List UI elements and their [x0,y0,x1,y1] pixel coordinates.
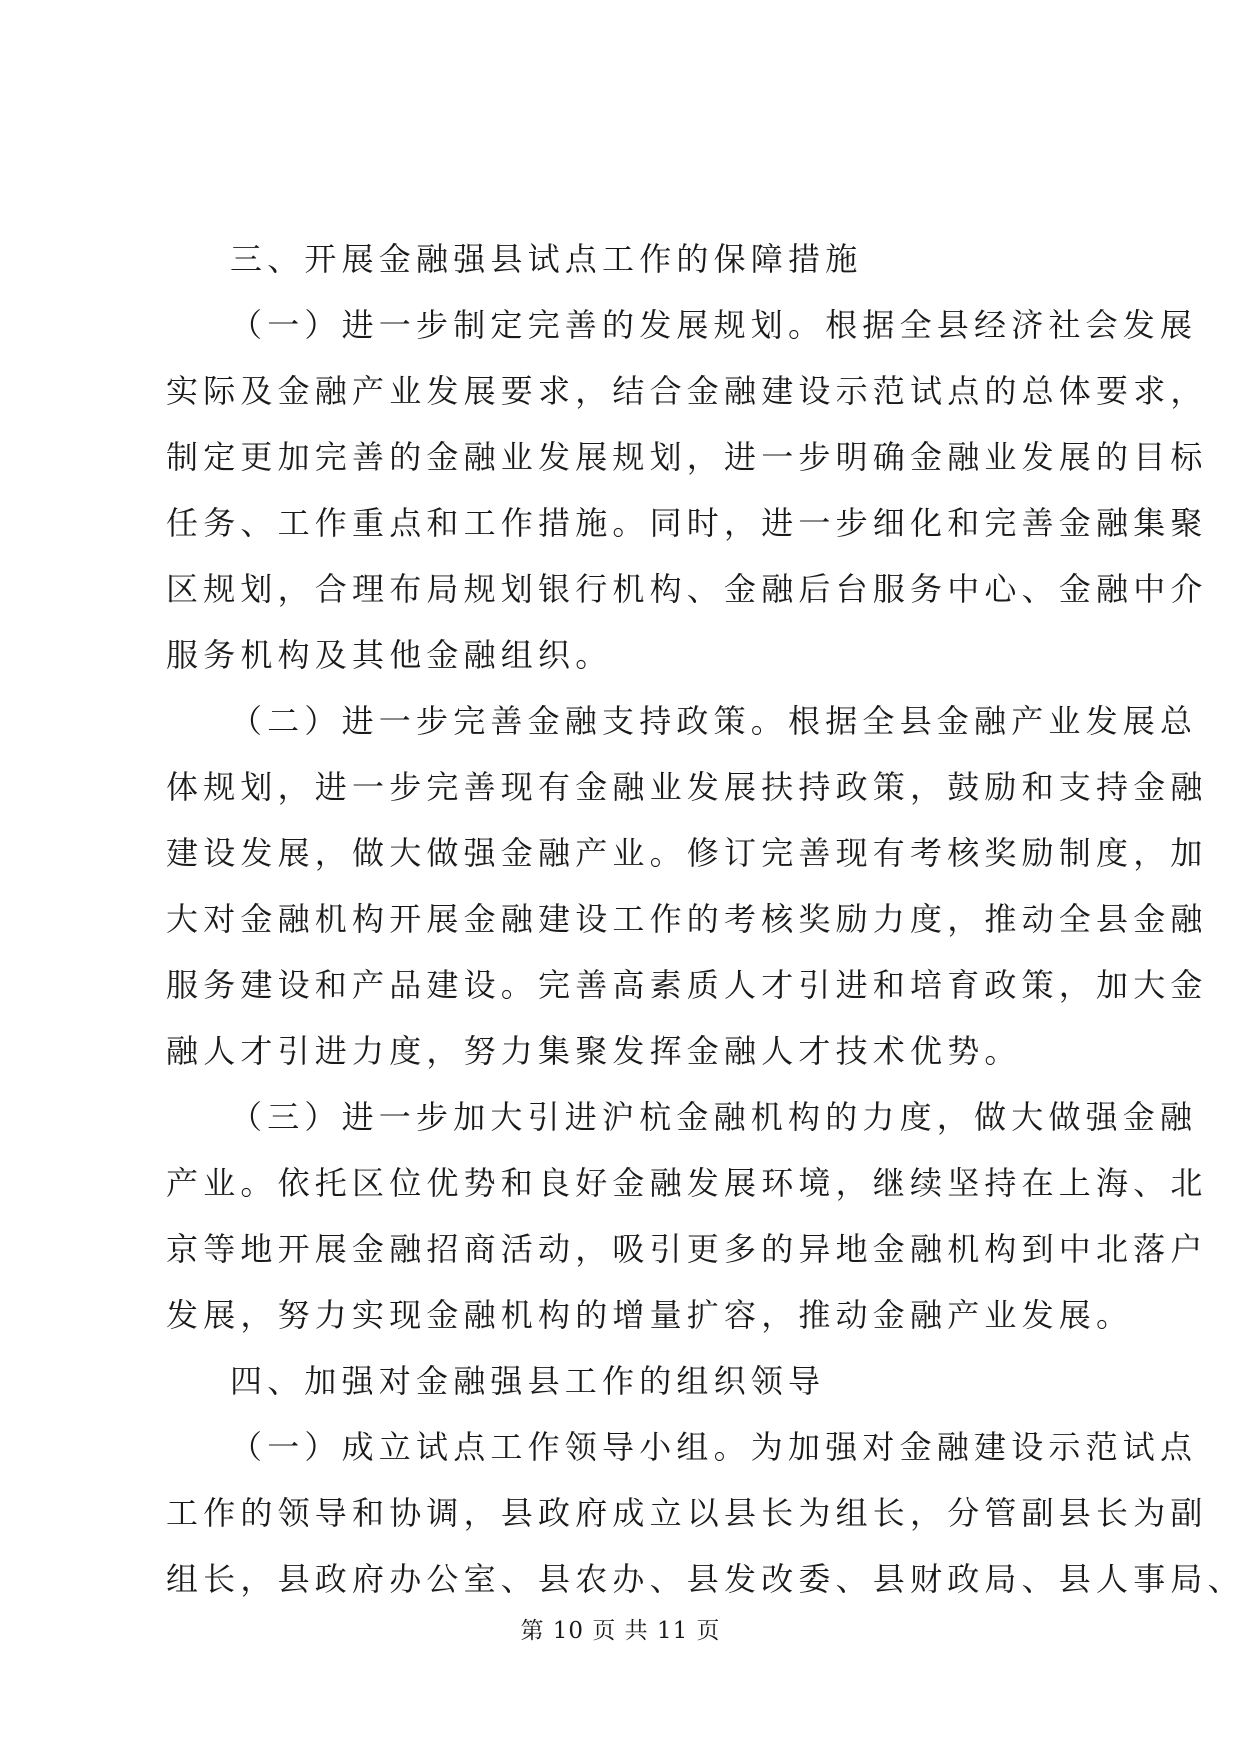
text-line: 京等地开展金融招商活动，吸引更多的异地金融机构到中北落户 [166,1230,1208,1268]
text-line: 产业。依托区位优势和良好金融发展环境，继续坚持在上海、北 [166,1164,1208,1202]
text-line: 体规划，进一步完善现有金融业发展扶持政策，鼓励和支持金融 [166,768,1208,806]
text-line: （一）成立试点工作领导小组。为加强对金融建设示范试点 [230,1428,1198,1466]
text-line: 实际及金融产业发展要求，结合金融建设示范试点的总体要求， [166,372,1208,410]
text-line: 工作的领导和协调，县政府成立以县长为组长，分管副县长为副 [166,1494,1208,1532]
text-line: 四、加强对金融强县工作的组织领导 [230,1362,826,1400]
text-line: 组长，县政府办公室、县农办、县发改委、县财政局、县人事局、 [166,1560,1245,1598]
text-line: 制定更加完善的金融业发展规划，进一步明确金融业发展的目标 [166,438,1208,476]
text-line: 区规划，合理布局规划银行机构、金融后台服务中心、金融中介 [166,570,1208,608]
page-number-footer: 第 10 页 共 11 页 [520,1618,721,1644]
text-line: 服务建设和产品建设。完善高素质人才引进和培育政策，加大金 [166,966,1208,1004]
text-line: 任务、工作重点和工作措施。同时，进一步细化和完善金融集聚 [166,504,1208,542]
text-line: 融人才引进力度，努力集聚发挥金融人才技术优势。 [166,1032,1022,1070]
text-line: （二）进一步完善金融支持政策。根据全县金融产业发展总 [230,702,1198,740]
text-line: 三、开展金融强县试点工作的保障措施 [230,240,863,278]
document-body [166,226,1245,1612]
text-line: 发展，努力实现金融机构的增量扩容，推动金融产业发展。 [166,1296,1134,1334]
text-line: 服务机构及其他金融组织。 [166,636,613,674]
text-line: （三）进一步加大引进沪杭金融机构的力度，做大做强金融 [230,1098,1198,1136]
text-line: 大对金融机构开展金融建设工作的考核奖励力度，推动全县金融 [166,900,1208,938]
text-line: 建设发展，做大做强金融产业。修订完善现有考核奖励制度，加 [166,834,1208,872]
text-line: （一）进一步制定完善的发展规划。根据全县经济社会发展 [230,306,1198,344]
